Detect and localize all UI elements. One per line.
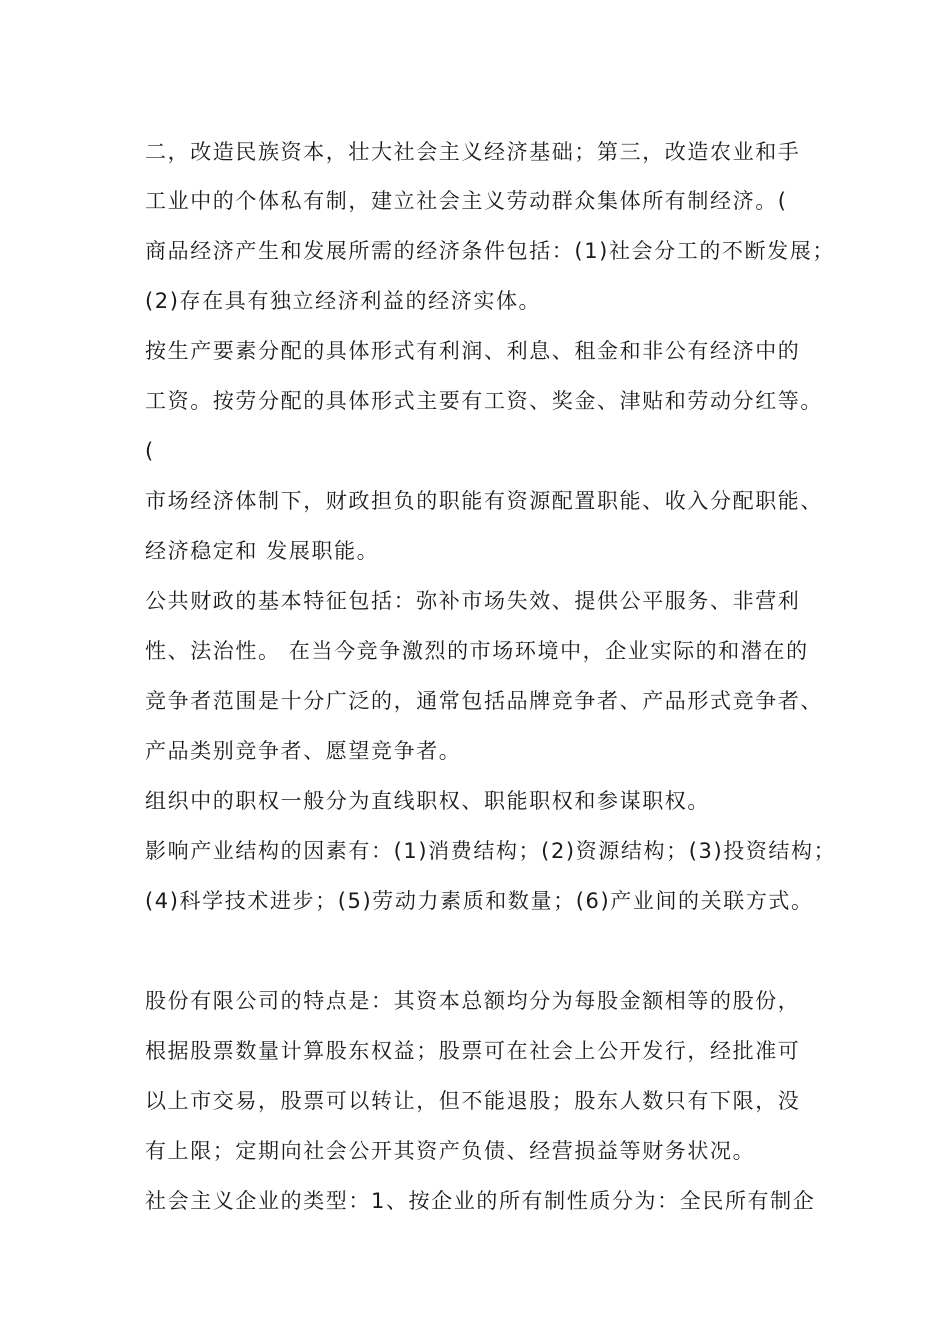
text-line: 工资。按劳分配的具体形式主要有工资、奖金、津贴和劳动分红等。 xyxy=(145,389,823,413)
text-line: 公共财政的基本特征包括：弥补市场失效、提供公平服务、非营利 xyxy=(145,589,801,613)
text-line: (4)科学技术进步；(5)劳动力素质和数量；(6)产业间的关联方式。 xyxy=(145,889,814,913)
text-line: 股份有限公司的特点是：其资本总额均分为每股金额相等的股份， xyxy=(145,989,801,1013)
text-line: 影响产业结构的因素有：(1)消费结构；(2)资源结构；(3)投资结构； xyxy=(145,839,837,863)
text-line: 商品经济产生和发展所需的经济条件包括：(1)社会分工的不断发展； xyxy=(145,239,835,263)
text-line: 性、法治性。 在当今竞争激烈的市场环境中，企业实际的和潜在的 xyxy=(145,639,809,663)
text-line: 竞争者范围是十分广泛的，通常包括品牌竞争者、产品形式竞争者、 xyxy=(145,689,823,713)
text-line: 根据股票数量计算股东权益；股票可在社会上公开发行，经批准可 xyxy=(145,1039,801,1063)
text-line: 组织中的职权一般分为直线职权、职能职权和参谋职权。 xyxy=(145,789,710,813)
text-line: 工业中的个体私有制，建立社会主义劳动群众集体所有制经济。( xyxy=(145,189,788,213)
text-line: 有上限；定期向社会公开其资产负债、经营损益等财务状况。 xyxy=(145,1139,756,1163)
text-line: 市场经济体制下，财政担负的职能有资源配置职能、收入分配职能、 xyxy=(145,489,823,513)
text-line: ( xyxy=(145,439,155,463)
text-line: 产品类别竞争者、愿望竞争者。 xyxy=(145,739,462,763)
text-line: 经济稳定和 发展职能。 xyxy=(145,539,380,563)
text-line: 以上市交易，股票可以转让，但不能退股；股东人数只有下限，没 xyxy=(145,1089,801,1113)
text-line: 社会主义企业的类型：1、按企业的所有制性质分为：全民所有制企 xyxy=(145,1189,816,1213)
text-line: 按生产要素分配的具体形式有利润、利息、租金和非公有经济中的 xyxy=(145,339,801,363)
text-line: (2)存在具有独立经济利益的经济实体。 xyxy=(145,289,542,313)
text-line: 二，改造民族资本，壮大社会主义经济基础；第三，改造农业和手 xyxy=(145,140,801,164)
